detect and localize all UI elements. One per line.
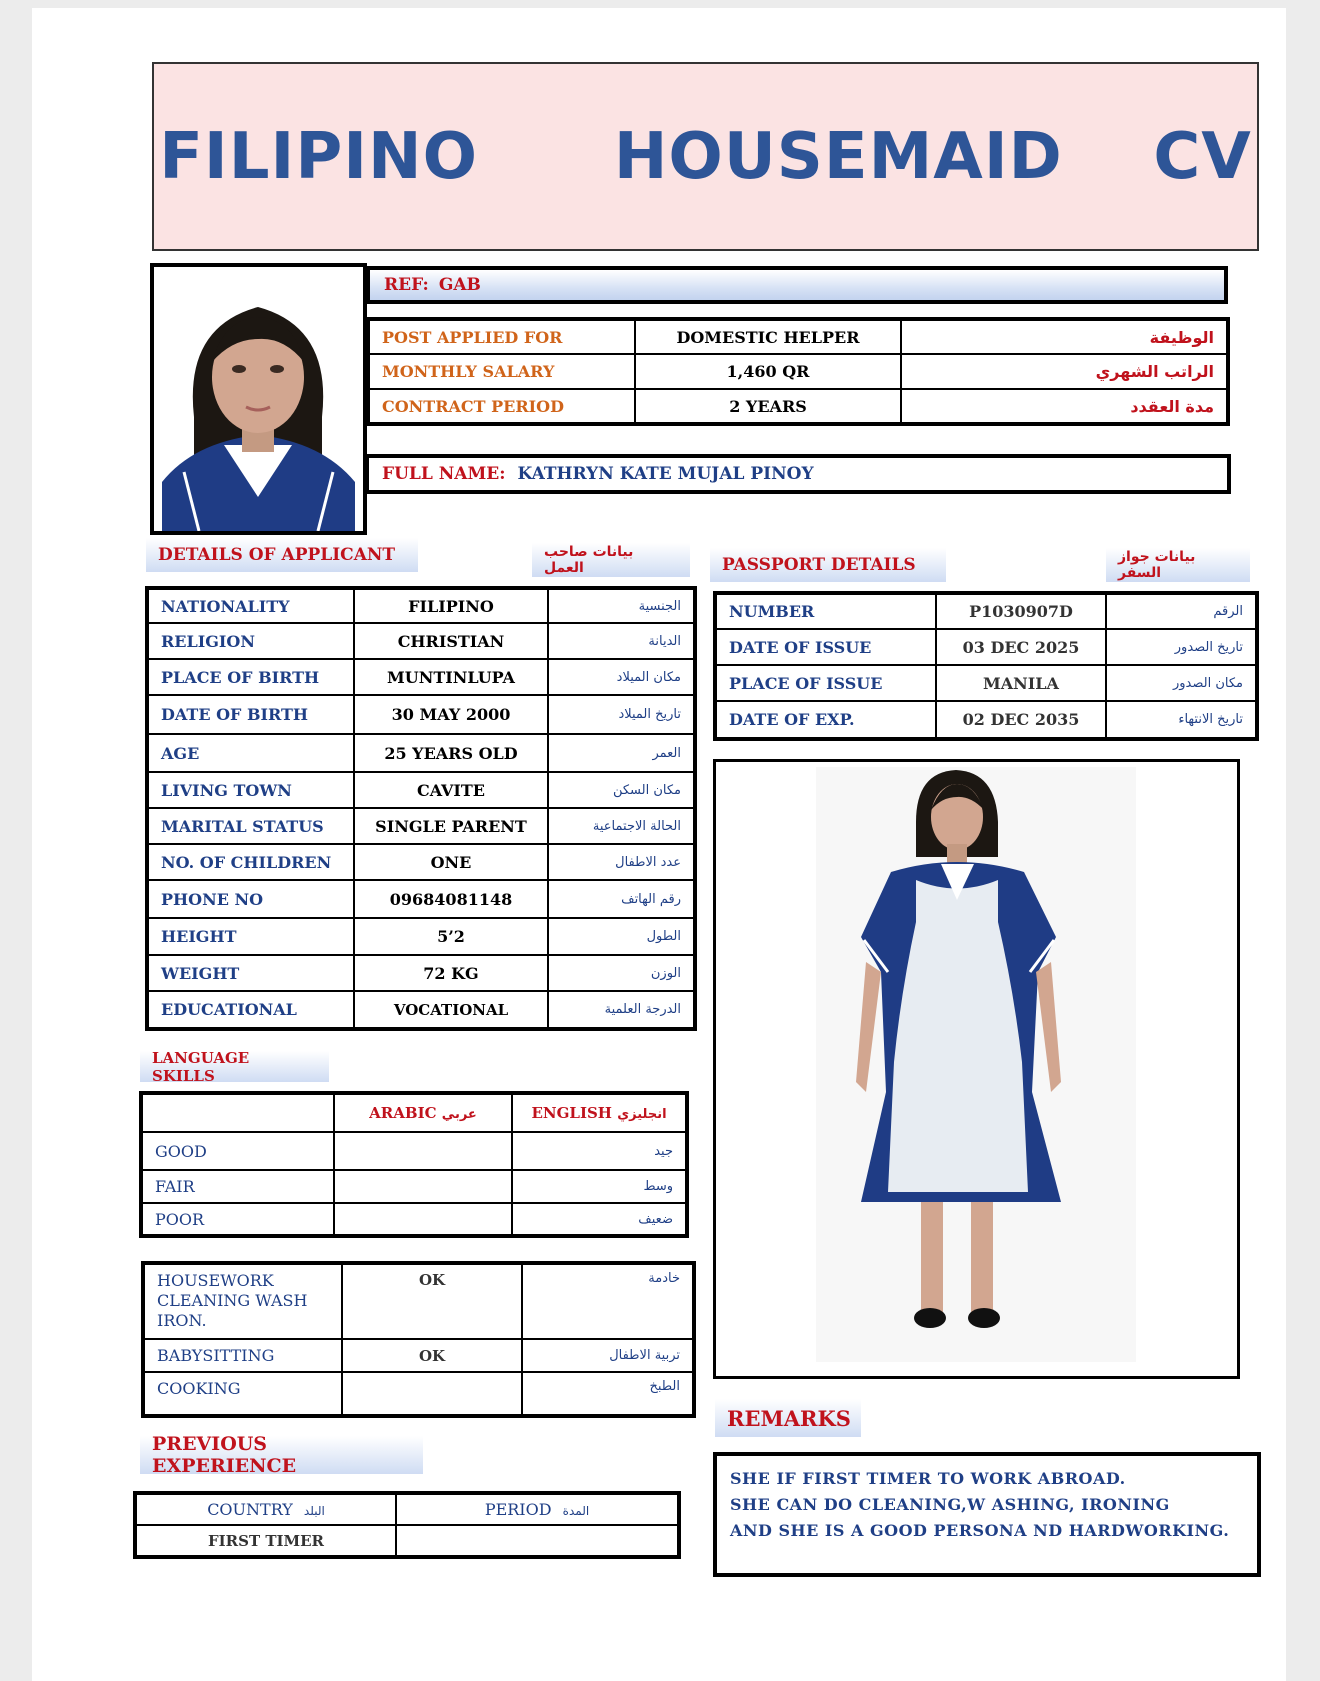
language-header-row <box>141 1093 687 1132</box>
arabic-label-en: ARABIC <box>369 1104 437 1122</box>
details-label-ar: تاريخ الميلاد <box>548 695 695 734</box>
experience-period-header <box>396 1493 679 1525</box>
passport-label: NUMBER <box>715 593 936 629</box>
details-row <box>147 623 695 659</box>
post-label-ar: الوظيفة <box>901 319 1228 354</box>
details-value: CHRISTIAN <box>354 623 548 659</box>
passport-row <box>715 593 1257 629</box>
passport-label-ar: تاريخ الصدور <box>1106 629 1257 665</box>
passport-label-ar: تاريخ الانتهاء <box>1106 701 1257 739</box>
details-value: 72 KG <box>354 955 548 991</box>
country-label-en: COUNTRY <box>207 1500 293 1519</box>
skill-value <box>342 1372 522 1416</box>
passport-value: 03 DEC 2025 <box>936 629 1106 665</box>
contract-value: 2 YEARS <box>635 389 901 424</box>
details-row <box>147 918 695 955</box>
details-row <box>147 844 695 880</box>
passport-label: DATE OF ISSUE <box>715 629 936 665</box>
details-row <box>147 880 695 918</box>
passport-label-ar: الرقم <box>1106 593 1257 629</box>
language-english-header <box>512 1093 687 1132</box>
skill-label-ar: خادمة <box>522 1263 694 1339</box>
details-label-ar: الديانة <box>548 623 695 659</box>
ref-label: REF: <box>384 275 429 295</box>
english-label-en: ENGLISH <box>531 1104 612 1122</box>
details-label-ar: رقم الهاتف <box>548 880 695 918</box>
details-heading: DETAILS OF APPLICANT <box>146 538 418 572</box>
contract-row <box>368 389 1228 424</box>
period-label-en: PERIOD <box>484 1500 552 1519</box>
remarks-box <box>713 1452 1261 1577</box>
details-heading-ar: بيانات صاحب العمل <box>532 543 690 577</box>
language-arabic-header <box>334 1093 512 1132</box>
contract-label-ar: مدة العقدد <box>901 389 1228 424</box>
language-row <box>141 1170 687 1203</box>
portrait-photo <box>150 263 367 535</box>
skill-row <box>143 1372 694 1416</box>
english-label-ar: انجليزي <box>617 1107 667 1122</box>
remarks-line: SHE CAN DO CLEANING,W ASHING, IRONING <box>730 1495 1170 1514</box>
details-value: 25 YEARS OLD <box>354 734 548 772</box>
details-label: PHONE NO <box>147 880 354 918</box>
period-label-ar: المدة <box>562 1504 590 1518</box>
passport-row <box>715 629 1257 665</box>
full-name-label: FULL NAME: <box>382 464 506 484</box>
language-level-label: GOOD <box>141 1132 334 1170</box>
skill-value: OK <box>342 1339 522 1372</box>
experience-row <box>135 1525 679 1557</box>
skill-label-ar: الطبخ <box>522 1372 694 1416</box>
details-row <box>147 734 695 772</box>
details-label: EDUCATIONAL <box>147 991 354 1029</box>
experience-country: FIRST TIMER <box>135 1525 396 1557</box>
language-heading: LANGUAGE SKILLS <box>140 1051 329 1082</box>
skill-row <box>143 1339 694 1372</box>
skills-table <box>141 1261 696 1418</box>
language-level-ar: ضعيف <box>512 1203 687 1236</box>
details-value: VOCATIONAL <box>354 991 548 1029</box>
skill-label: HOUSEWORK CLEANING WASH IRON. <box>143 1263 342 1339</box>
language-row <box>141 1132 687 1170</box>
language-row <box>141 1203 687 1236</box>
skill-label: COOKING <box>143 1372 342 1416</box>
details-label: MARITAL STATUS <box>147 808 354 844</box>
details-label: NO. OF CHILDREN <box>147 844 354 880</box>
full-name-bar <box>365 454 1231 494</box>
salary-value: 1,460 QR <box>635 354 901 389</box>
details-row <box>147 659 695 695</box>
post-label: POST APPLIED FOR <box>368 319 635 354</box>
details-value: 30 MAY 2000 <box>354 695 548 734</box>
salary-row <box>368 354 1228 389</box>
details-row <box>147 588 695 623</box>
details-value: MUNTINLUPA <box>354 659 548 695</box>
passport-row <box>715 701 1257 739</box>
full-body-photo-image <box>716 762 1237 1376</box>
passport-label: DATE OF EXP. <box>715 701 936 739</box>
passport-row <box>715 665 1257 701</box>
ref-value: GAB <box>438 275 481 295</box>
details-label-ar: الوزن <box>548 955 695 991</box>
contract-label: CONTRACT PERIOD <box>368 389 635 424</box>
remarks-line: SHE IF FIRST TIMER TO WORK ABROAD. <box>730 1469 1126 1488</box>
details-label: PLACE OF BIRTH <box>147 659 354 695</box>
portrait-photo-image <box>154 267 363 531</box>
title-banner <box>152 62 1259 251</box>
country-label-ar: البلد <box>303 1504 325 1518</box>
passport-table <box>713 591 1259 741</box>
details-label-ar: الدرجة العلمية <box>548 991 695 1029</box>
details-value: 5’2 <box>354 918 548 955</box>
passport-value: P1030907D <box>936 593 1106 629</box>
skill-label-ar: تربية الاطفال <box>522 1339 694 1372</box>
details-label: WEIGHT <box>147 955 354 991</box>
details-label: RELIGION <box>147 623 354 659</box>
cv-page <box>32 8 1286 1681</box>
experience-period <box>396 1525 679 1557</box>
details-value: ONE <box>354 844 548 880</box>
experience-table <box>133 1491 681 1559</box>
details-row <box>147 772 695 808</box>
passport-heading: PASSPORT DETAILS <box>710 548 946 582</box>
post-table <box>366 317 1230 426</box>
full-body-photo <box>713 759 1240 1379</box>
details-value: FILIPINO <box>354 588 548 623</box>
passport-label-ar: مكان الصدور <box>1106 665 1257 701</box>
salary-label-ar: الراتب الشهري <box>901 354 1228 389</box>
details-table <box>145 586 697 1031</box>
details-label-ar: الطول <box>548 918 695 955</box>
language-arabic-cell <box>334 1203 512 1236</box>
details-label-ar: مكان الميلاد <box>548 659 695 695</box>
salary-label: MONTHLY SALARY <box>368 354 635 389</box>
page-title: FILIPINO HOUSEMAID CV <box>159 119 1252 194</box>
details-label: NATIONALITY <box>147 588 354 623</box>
arabic-label-ar: عربي <box>441 1107 477 1122</box>
experience-header-row <box>135 1493 679 1525</box>
language-level-ar: وسط <box>512 1170 687 1203</box>
language-level-ar: جيد <box>512 1132 687 1170</box>
details-label: DATE OF BIRTH <box>147 695 354 734</box>
details-label: LIVING TOWN <box>147 772 354 808</box>
passport-value: MANILA <box>936 665 1106 701</box>
details-value: SINGLE PARENT <box>354 808 548 844</box>
language-arabic-cell <box>334 1170 512 1203</box>
language-table <box>139 1091 689 1238</box>
post-value: DOMESTIC HELPER <box>635 319 901 354</box>
details-label-ar: الجنسية <box>548 588 695 623</box>
language-level-label: FAIR <box>141 1170 334 1203</box>
passport-heading-ar: بيانات جواز السفر <box>1106 548 1250 582</box>
passport-label: PLACE OF ISSUE <box>715 665 936 701</box>
details-label: AGE <box>147 734 354 772</box>
language-level-label: POOR <box>141 1203 334 1236</box>
remarks-line: AND SHE IS A GOOD PERSONA ND HARDWORKING. <box>730 1521 1230 1540</box>
details-label-ar: مكان السكن <box>548 772 695 808</box>
passport-value: 02 DEC 2035 <box>936 701 1106 739</box>
post-row <box>368 319 1228 354</box>
details-row <box>147 695 695 734</box>
language-arabic-cell <box>334 1132 512 1170</box>
ref-bar <box>366 266 1228 304</box>
skill-label: BABYSITTING <box>143 1339 342 1372</box>
details-label-ar: عدد الاطفال <box>548 844 695 880</box>
experience-heading: PREVIOUS EXPERIENCE <box>140 1436 423 1474</box>
details-value: 09684081148 <box>354 880 548 918</box>
details-row <box>147 808 695 844</box>
experience-country-header <box>135 1493 396 1525</box>
skill-value: OK <box>342 1263 522 1339</box>
details-value: CAVITE <box>354 772 548 808</box>
details-label-ar: الحالة الاجتماعية <box>548 808 695 844</box>
details-row <box>147 991 695 1029</box>
full-name-value: KATHRYN KATE MUJAL PINOY <box>517 464 814 484</box>
details-label-ar: العمر <box>548 734 695 772</box>
details-row <box>147 955 695 991</box>
skill-row <box>143 1263 694 1339</box>
remarks-heading: REMARKS <box>715 1399 861 1437</box>
language-corner <box>141 1093 334 1132</box>
details-label: HEIGHT <box>147 918 354 955</box>
